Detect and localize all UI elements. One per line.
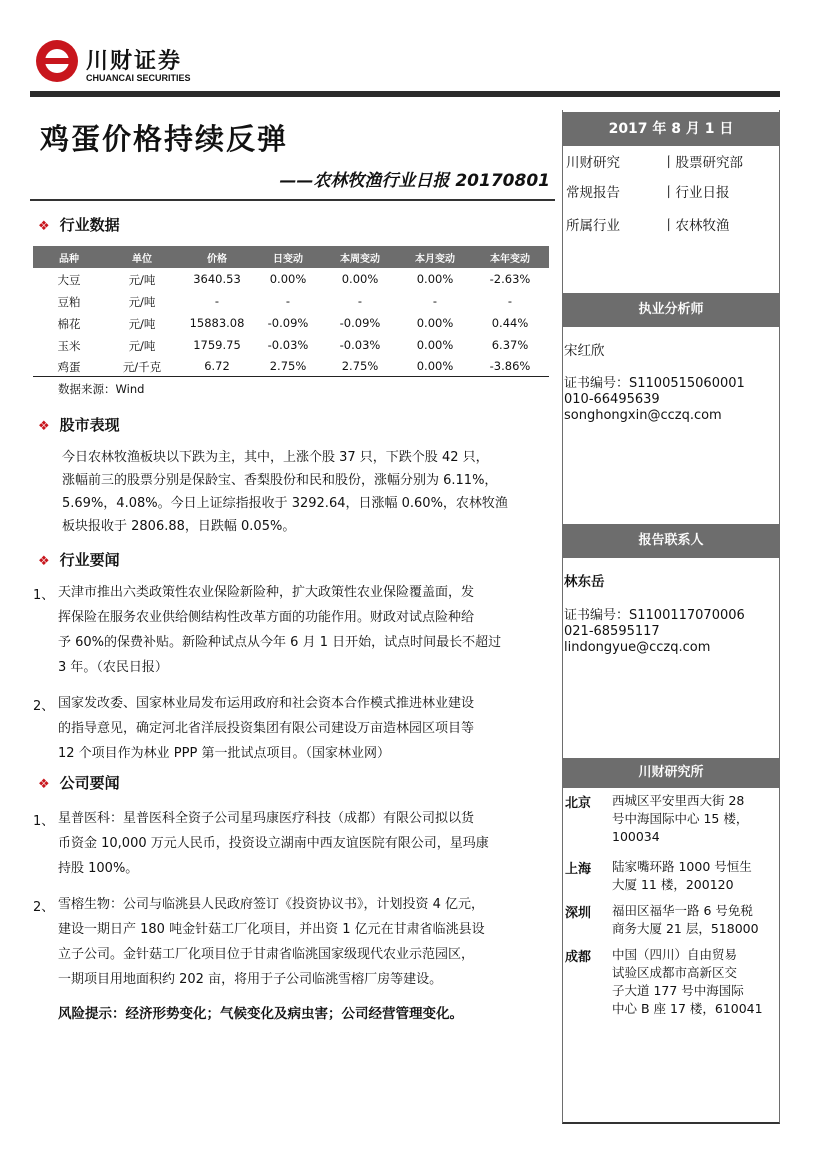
table-cell: - — [214, 294, 220, 308]
text-line: 100034 — [612, 829, 660, 844]
meta-row — [566, 181, 730, 201]
table-cell: 0.00% — [416, 338, 454, 352]
table-header-cell: 品种 — [59, 254, 79, 265]
table-cell: -0.09% — [339, 316, 381, 330]
risk-warning: 风险提示：经济形势变化；气候变化及病虫害；公司经营管理变化。 — [58, 1006, 463, 1022]
company-news-item — [58, 892, 552, 992]
section-title: 行业数据 — [59, 216, 120, 234]
report-date: 2017 年 8 月 1 日 — [562, 112, 780, 146]
table-cell: -0.03% — [267, 338, 309, 352]
diamond-bullet-icon: ❖ — [38, 419, 50, 434]
table-cell: 大豆 — [57, 273, 81, 287]
text-line: 一期项目用地面积约 202 亩，将用于子公司临洮雪榕厂房等建设。 — [58, 972, 443, 987]
analyst-header: 执业分析师 — [562, 293, 780, 327]
company-logo-icon — [36, 40, 78, 82]
diamond-bullet-icon: ❖ — [38, 219, 50, 234]
office-address — [612, 858, 777, 894]
news-number: 1、 — [33, 588, 55, 603]
table-header-cell: 单位 — [132, 254, 152, 265]
news-number: 2、 — [33, 900, 55, 915]
text-line: 福田区福华一路 6 号免税 — [612, 903, 753, 918]
office-city: 成都 — [565, 950, 592, 965]
table-cell: 玉米 — [57, 339, 81, 353]
table-cell: 豆粕 — [57, 295, 81, 309]
table-cell: 0.00% — [416, 359, 454, 373]
diamond-bullet-icon: ❖ — [38, 777, 50, 792]
table-cell: 棉花 — [57, 317, 81, 331]
table-header-cell: 日变动 — [273, 254, 303, 265]
meta-value: 丨行业日报 — [662, 185, 730, 201]
header-divider — [30, 91, 780, 97]
table-cell: 1759.75 — [193, 338, 241, 352]
text-line: 5.69%，4.08%。今日上证综指报收于 3292.64，日涨幅 0.60%，农林牧渔 — [62, 496, 508, 511]
analyst-name: 宋红欣 — [564, 343, 605, 359]
table-cell: - — [357, 294, 363, 308]
contact-email[interactable]: lindongyue@cczq.com — [564, 640, 711, 655]
text-line: 星普医科：星普医科全资子公司星玛康医疗科技（成都）有限公司拟以货 — [58, 811, 475, 826]
table-header-cell: 本月变动 — [415, 254, 455, 265]
text-line: 陆家嘴环路 1000 号恒生 — [612, 859, 752, 874]
table-bottom-rule — [33, 376, 549, 377]
institute-header: 川财研究所 — [562, 758, 780, 788]
text-line: 中国（四川）自由贸易 — [612, 947, 738, 962]
analyst-cert: 证书编号：S1100515060001 — [564, 376, 745, 391]
table-cell: - — [507, 294, 513, 308]
analyst-phone: 010-66495639 — [564, 392, 660, 407]
text-line: 西城区平安里西大街 28 — [612, 793, 745, 808]
company-name-en: CHUANCAI SECURITIES — [86, 73, 191, 83]
text-line: 3 年。（农民日报） — [58, 660, 168, 675]
section-market — [38, 414, 120, 435]
meta-label: 常规报告 — [566, 185, 620, 201]
office-city: 上海 — [565, 862, 592, 877]
table-cell: 元/吨 — [128, 339, 156, 353]
table-header-cell: 价格 — [207, 254, 227, 265]
industry-news-item — [58, 580, 552, 680]
table-cell: 0.00% — [416, 272, 454, 286]
text-line: 试验区成都市高新区交 — [612, 965, 738, 980]
meta-label: 川财研究 — [566, 155, 620, 171]
news-number: 1、 — [33, 814, 55, 829]
contact-cert: 证书编号：S1100117070006 — [564, 608, 745, 623]
meta-label: 所属行业 — [566, 218, 620, 234]
table-cell: 6.72 — [204, 359, 230, 373]
report-title: 鸡蛋价格持续反弹 — [40, 122, 289, 156]
office-address — [612, 792, 777, 846]
title-divider — [30, 199, 555, 201]
table-source-note: 数据来源：Wind — [58, 382, 145, 396]
table-cell: 2.75% — [269, 359, 307, 373]
table-cell: -0.09% — [267, 316, 309, 330]
text-line: 国家发改委、国家林业局发布运用政府和社会资本合作模式推进林业建设 — [58, 696, 475, 711]
table-cell: 0.00% — [269, 272, 307, 286]
contact-name: 林东岳 — [564, 574, 605, 590]
table-cell: 元/吨 — [128, 295, 156, 309]
section-industry-data — [38, 214, 120, 235]
company-name-cn: 川财证券 — [86, 49, 183, 74]
table-cell: -2.63% — [489, 272, 531, 286]
table-cell: - — [285, 294, 291, 308]
news-number: 2、 — [33, 699, 55, 714]
section-company-news — [38, 772, 120, 793]
text-line: 涨幅前三的股票分别是保龄宝、香梨股份和民和股份，涨幅分别为 6.11%， — [62, 473, 498, 488]
office-city: 深圳 — [565, 906, 592, 921]
diamond-bullet-icon: ❖ — [38, 554, 50, 569]
text-line: 予 60%的保费补贴。新险种试点从今年 6 月 1 日开始，试点时间最长不超过 — [58, 635, 502, 650]
contact-phone: 021-68595117 — [564, 624, 660, 639]
text-line: 天津市推出六类政策性农业保险新险种，扩大政策性农业保险覆盖面，发 — [58, 585, 475, 600]
company-news-item — [58, 806, 552, 881]
market-paragraph — [62, 446, 552, 538]
section-industry-news — [38, 549, 120, 570]
text-line: 雪榕生物：公司与临洮县人民政府签订《投资协议书》，计划投资 4 亿元， — [58, 897, 485, 912]
office-address — [612, 902, 777, 938]
office-city: 北京 — [565, 796, 592, 811]
text-line: 持股 100%。 — [58, 861, 139, 876]
text-line: 中心 B 座 17 楼，610041 — [612, 1001, 763, 1016]
text-line: 的指导意见，确定河北省洋辰投资集团有限公司建设万亩造林园区项目等 — [58, 721, 475, 736]
meta-value: 丨农林牧渔 — [662, 218, 730, 234]
meta-value: 丨股票研究部 — [662, 155, 743, 171]
text-line: 立子公司。金针菇工厂化项目位于甘肃省临洮国家级现代农业示范园区， — [58, 947, 475, 962]
table-header-cell: 本年变动 — [490, 254, 530, 265]
text-line: 币资金 10,000 万元人民币，投资设立湖南中西友谊医院有限公司，星玛康 — [58, 836, 489, 851]
text-line: 12 个项目作为林业 PPP 第一批试点项目。（国家林业网） — [58, 746, 390, 761]
text-line: 今日农林牧渔板块以下跌为主，其中，上涨个股 37 只，下跌个股 42 只， — [62, 450, 489, 465]
table-cell: 6.37% — [491, 338, 529, 352]
table-cell: -0.03% — [339, 338, 381, 352]
contact-header: 报告联系人 — [562, 524, 780, 558]
meta-row — [566, 214, 730, 234]
table-cell: 15883.08 — [189, 316, 245, 330]
table-cell: 0.00% — [341, 272, 379, 286]
office-address — [612, 946, 777, 1018]
industry-news-item — [58, 691, 552, 766]
table-cell: 3640.53 — [193, 272, 241, 286]
text-line: 号中海国际中心 15 楼， — [612, 811, 749, 826]
meta-row — [566, 151, 743, 171]
table-cell: 鸡蛋 — [57, 360, 81, 374]
text-line: 商务大厦 21 层，518000 — [612, 921, 759, 936]
section-title: 股市表现 — [59, 416, 120, 434]
text-line: 子大道 177 号中海国际 — [612, 983, 744, 998]
table-cell: 元/吨 — [128, 273, 156, 287]
table-cell: 2.75% — [341, 359, 379, 373]
table-cell: 元/千克 — [122, 360, 162, 374]
table-cell: 元/吨 — [128, 317, 156, 331]
section-title: 行业要闻 — [59, 551, 120, 569]
section-title: 公司要闻 — [59, 774, 120, 792]
table-cell: 0.00% — [416, 316, 454, 330]
table-header-cell: 本周变动 — [340, 254, 380, 265]
text-line: 挥保险在服务农业供给侧结构性改革方面的功能作用。财政对试点险种给 — [58, 610, 475, 625]
text-line: 板块报收于 2806.88，日跌幅 0.05%。 — [62, 519, 296, 534]
analyst-email[interactable]: songhongxin@cczq.com — [564, 408, 722, 423]
text-line: 大厦 11 楼，200120 — [612, 877, 734, 892]
table-cell: -3.86% — [489, 359, 531, 373]
table-cell: 0.44% — [491, 316, 529, 330]
table-cell: - — [432, 294, 438, 308]
report-subtitle: ——农林牧渔行业日报 20170801 — [279, 171, 550, 191]
text-line: 建设一期日产 180 吨金针菇工厂化项目，并出资 1 亿元在甘肃省临洮县设 — [58, 922, 485, 937]
